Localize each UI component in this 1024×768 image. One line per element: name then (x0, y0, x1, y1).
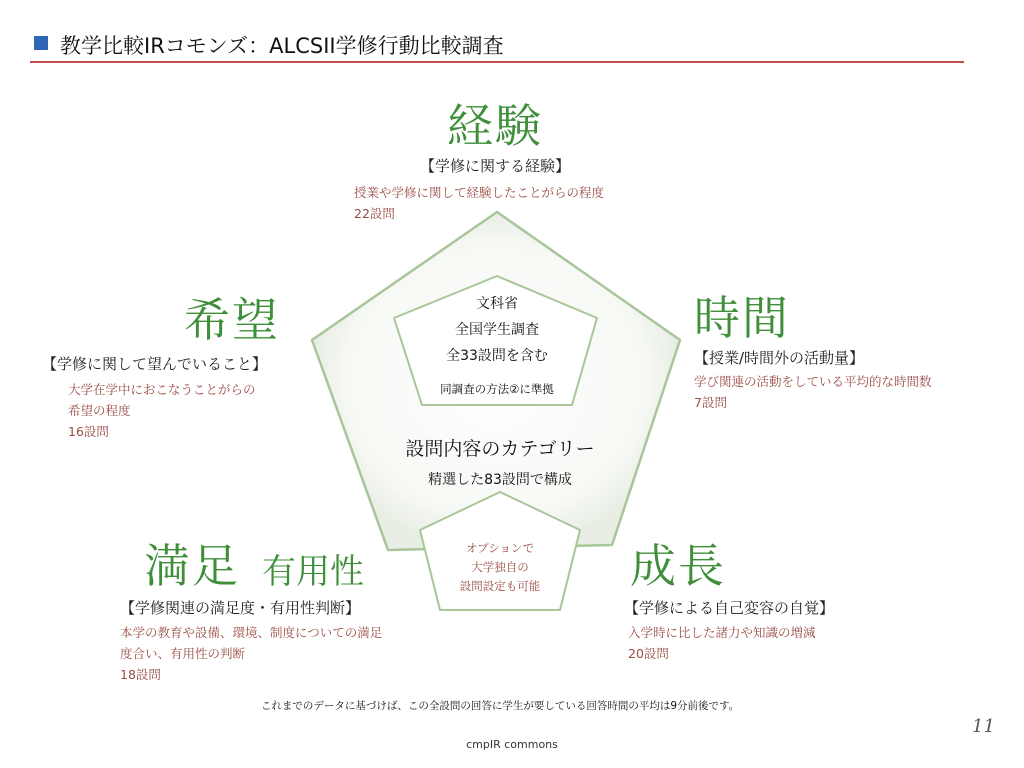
option-line: オプションで (466, 541, 534, 555)
satisfaction-desc-line: 度合い、有用性の判断 (120, 646, 246, 661)
satisfaction-subtitle: 【学修関連の満足度・有用性判断】 (120, 599, 361, 617)
satisfaction-title: 満足 (144, 539, 240, 593)
experience-desc-line: 授業や学修に関して経験したことがらの程度 (354, 185, 605, 200)
category-subtitle: 精選した83設問で構成 (428, 472, 572, 488)
hope-desc-line: 希望の程度 (68, 403, 131, 418)
experience-count: 22設問 (354, 206, 395, 221)
page-title: 教学比較IRコモンズ：ALCSII学修行動比較調査 (60, 34, 504, 58)
inner-line: 全国学生調査 (455, 322, 539, 338)
hope-desc-line: 大学在学中におこなうことがらの (68, 382, 256, 397)
hope-count: 16設問 (68, 424, 109, 439)
time-title: 時間 (694, 291, 790, 345)
hope-title: 希望 (184, 293, 280, 347)
growth-subtitle: 【学修による自己変容の自覚】 (624, 599, 835, 617)
footer-label: cmpIR commons (466, 738, 558, 751)
option-text (430, 539, 570, 596)
time-desc (694, 371, 932, 413)
satisfaction-desc-line: 本学の教育や設備、環境、制度についての満足 (120, 625, 383, 640)
hope-subtitle: 【学修に関して望んでいること】 (42, 355, 268, 373)
growth-count: 20設問 (628, 646, 669, 661)
experience-title: 経験 (447, 99, 543, 153)
experience-subtitle: 【学修に関する経験】 (419, 157, 570, 175)
satisfaction-count: 18設問 (120, 667, 161, 682)
inner-note: 同調査の方法②に準拠 (440, 382, 554, 396)
inner-line: 全33設問を含む (446, 348, 548, 364)
usefulness-title: 有用性 (262, 552, 364, 592)
inner-pentagon-text (412, 291, 582, 369)
page-number: 11 (972, 716, 995, 737)
inner-line: 文科省 (476, 296, 518, 312)
hope-desc (68, 379, 256, 442)
growth-desc (628, 622, 816, 664)
time-desc-line: 学び関連の活動をしている平均的な時間数 (694, 374, 932, 389)
time-subtitle: 【授業/時間外の活動量】 (694, 349, 865, 367)
growth-desc-line: 入学時に比した諸力や知識の増減 (628, 625, 816, 640)
option-line: 設問設定も可能 (459, 579, 541, 593)
growth-title: 成長 (630, 539, 726, 593)
time-count: 7設問 (694, 395, 727, 410)
experience-desc (354, 182, 604, 224)
category-title: 設問内容のカテゴリー (405, 438, 595, 460)
satisfaction-desc (120, 622, 382, 685)
option-line: 大学独自の (471, 560, 529, 574)
footnote: これまでのデータに基づけば、この全設問の回答に学生が要している回答時間の平均は9分前後です。 (260, 700, 740, 712)
